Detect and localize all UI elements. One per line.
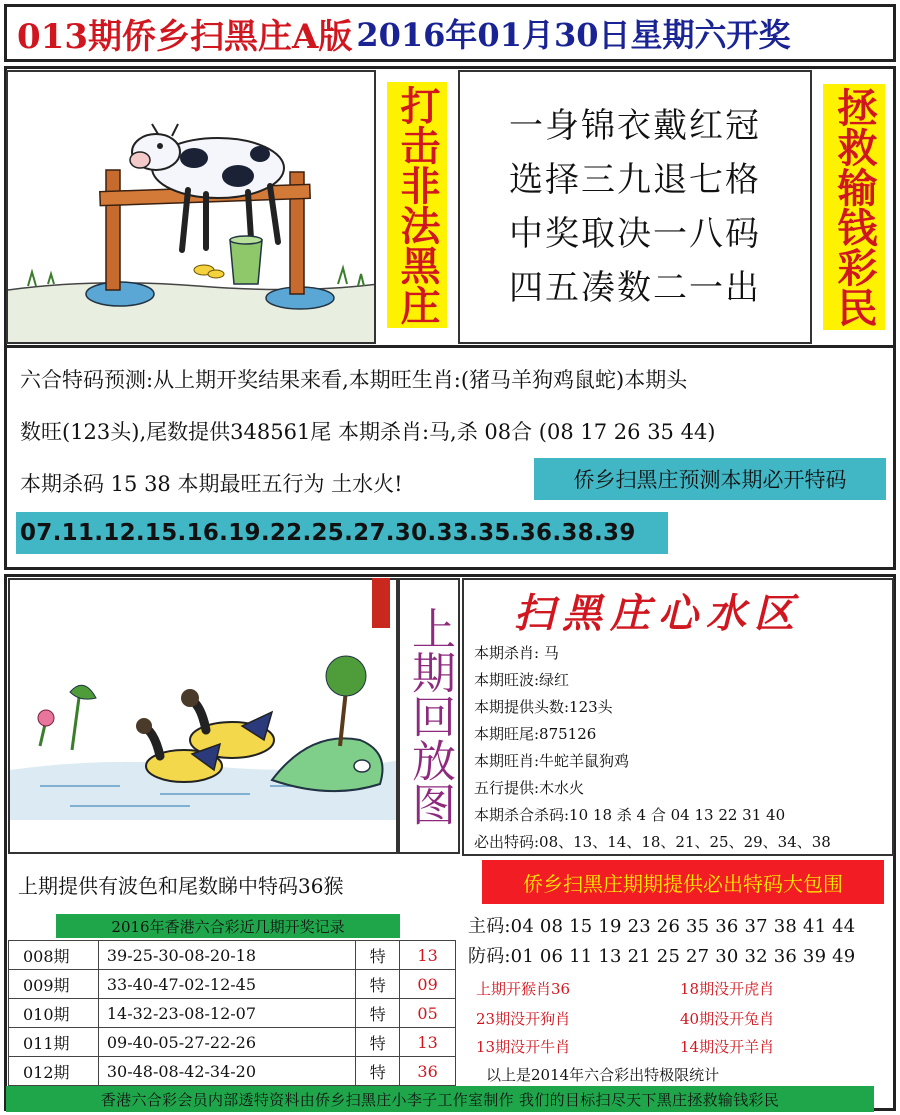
draw-special: 36 <box>400 1057 456 1086</box>
draw-special-label: 特 <box>356 1057 400 1086</box>
stat-item: 18期没开虎肖 <box>680 980 775 998</box>
main-codes: 主码:04 08 15 19 23 26 35 36 37 38 41 44 <box>468 916 856 937</box>
draw-numbers: 33-40-47-02-12-45 <box>98 970 355 999</box>
draw-period: 009期 <box>9 970 99 999</box>
forecast-line-1: 六合特码预测:从上期开奖结果来看,本期旺生肖:(猪马羊狗鸡鼠蛇)本期头 <box>20 368 688 392</box>
replay-title: 上期回放图 <box>404 606 455 826</box>
draw-special: 09 <box>400 970 456 999</box>
stat-item: 13期没开牛肖 <box>476 1038 571 1056</box>
draw-special-label: 特 <box>356 1028 400 1057</box>
poem-line: 四五凑数二一出 <box>509 268 761 308</box>
heart-item: 本期旺肖:牛蛇羊鼠狗鸡 <box>474 752 630 770</box>
must-open-label: 侨乡扫黑庄预测本期必开特码 <box>534 458 886 500</box>
replay-box <box>398 578 460 854</box>
heart-item: 本期杀合杀码:10 18 杀 4 合 04 13 22 31 40 <box>474 806 786 824</box>
table-row <box>9 1057 456 1086</box>
draw-special-label: 特 <box>356 999 400 1028</box>
footer-banner: 香港六合彩会员内部透特资料由侨乡扫黑庄小李子工作室制作 我们的目标扫尽天下黑庄拯救输钱彩民 <box>6 1086 874 1112</box>
page-header <box>4 4 896 62</box>
table-row <box>9 1028 456 1057</box>
draw-period: 008期 <box>9 941 99 970</box>
last-provide-text: 上期提供有波色和尾数睇中特码36猴 <box>18 874 344 898</box>
forecast-line-3: 本期杀码 15 38 本期最旺五行为 土水火! <box>20 472 403 496</box>
draw-records-table <box>8 940 456 1086</box>
heart-item: 必出特码:08、13、14、18、21、25、29、34、38 <box>474 833 831 851</box>
draw-numbers: 14-32-23-08-12-07 <box>98 999 355 1028</box>
ducks-on-pond-illustration <box>10 580 398 854</box>
ducks-illustration <box>8 578 398 854</box>
forecast-line-2: 数旺(123头),尾数提供348561尾 本期杀肖:马,杀 08合 (08 17 26 35 44) <box>20 420 716 444</box>
table-row <box>9 941 456 970</box>
draw-special-label: 特 <box>356 941 400 970</box>
draw-numbers: 30-48-08-42-34-20 <box>98 1057 355 1086</box>
poem-line: 选择三九退七格 <box>509 160 761 200</box>
guard-codes: 防码:01 06 11 13 21 25 27 30 32 36 39 49 <box>468 946 856 967</box>
red-banner: 侨乡扫黑庄期期提供必出特码大包围 <box>482 860 884 904</box>
table-row <box>9 970 456 999</box>
poem-line: 一身锦衣戴红冠 <box>509 106 761 146</box>
draw-special-label: 特 <box>356 970 400 999</box>
draw-special: 13 <box>400 941 456 970</box>
heart-item: 本期旺尾:875126 <box>474 725 597 743</box>
heart-title: 扫黑庄心水区 <box>514 591 802 637</box>
stat-item: 上期开猴肖36 <box>476 980 571 998</box>
heart-item: 本期杀肖: 马 <box>474 644 559 662</box>
draw-period: 010期 <box>9 999 99 1028</box>
right-slogan: 拯救输钱彩民 <box>823 84 885 330</box>
poem-line: 中奖取决一八码 <box>509 214 761 254</box>
table-row <box>9 999 456 1028</box>
draw-period: 012期 <box>9 1057 99 1086</box>
draw-numbers: 39-25-30-08-20-18 <box>98 941 355 970</box>
draw-numbers: 09-40-05-27-22-26 <box>98 1028 355 1057</box>
must-open-codes: 07.11.12.15.16.19.22.25.27.30.33.35.36.38.39 <box>16 512 668 554</box>
heart-item: 五行提供:木水火 <box>474 779 585 797</box>
cow-over-fence-illustration <box>8 72 376 344</box>
stat-item: 40期没开兔肖 <box>680 1010 775 1028</box>
stat-item: 23期没开狗肖 <box>476 1010 571 1028</box>
cow-illustration <box>6 70 376 344</box>
left-slogan: 打击非法黑庄 <box>387 82 447 328</box>
header-title-date: 2016年01月30日星期六开奖 <box>356 16 791 54</box>
heart-item: 本期提供头数:123头 <box>474 698 613 716</box>
stat-item: 14期没开羊肖 <box>680 1038 775 1056</box>
records-title: 2016年香港六合彩近几期开奖记录 <box>56 914 400 938</box>
stat-note: 以上是2014年六合彩出特极限统计 <box>486 1066 720 1084</box>
draw-special: 13 <box>400 1028 456 1057</box>
draw-period: 011期 <box>9 1028 99 1057</box>
draw-special: 05 <box>400 999 456 1028</box>
header-title-issue: 013期侨乡扫黑庄A版 <box>17 16 353 57</box>
heart-item: 本期旺波:绿红 <box>474 671 570 689</box>
red-seal-stamp <box>372 578 390 628</box>
poem-panel <box>458 70 812 344</box>
